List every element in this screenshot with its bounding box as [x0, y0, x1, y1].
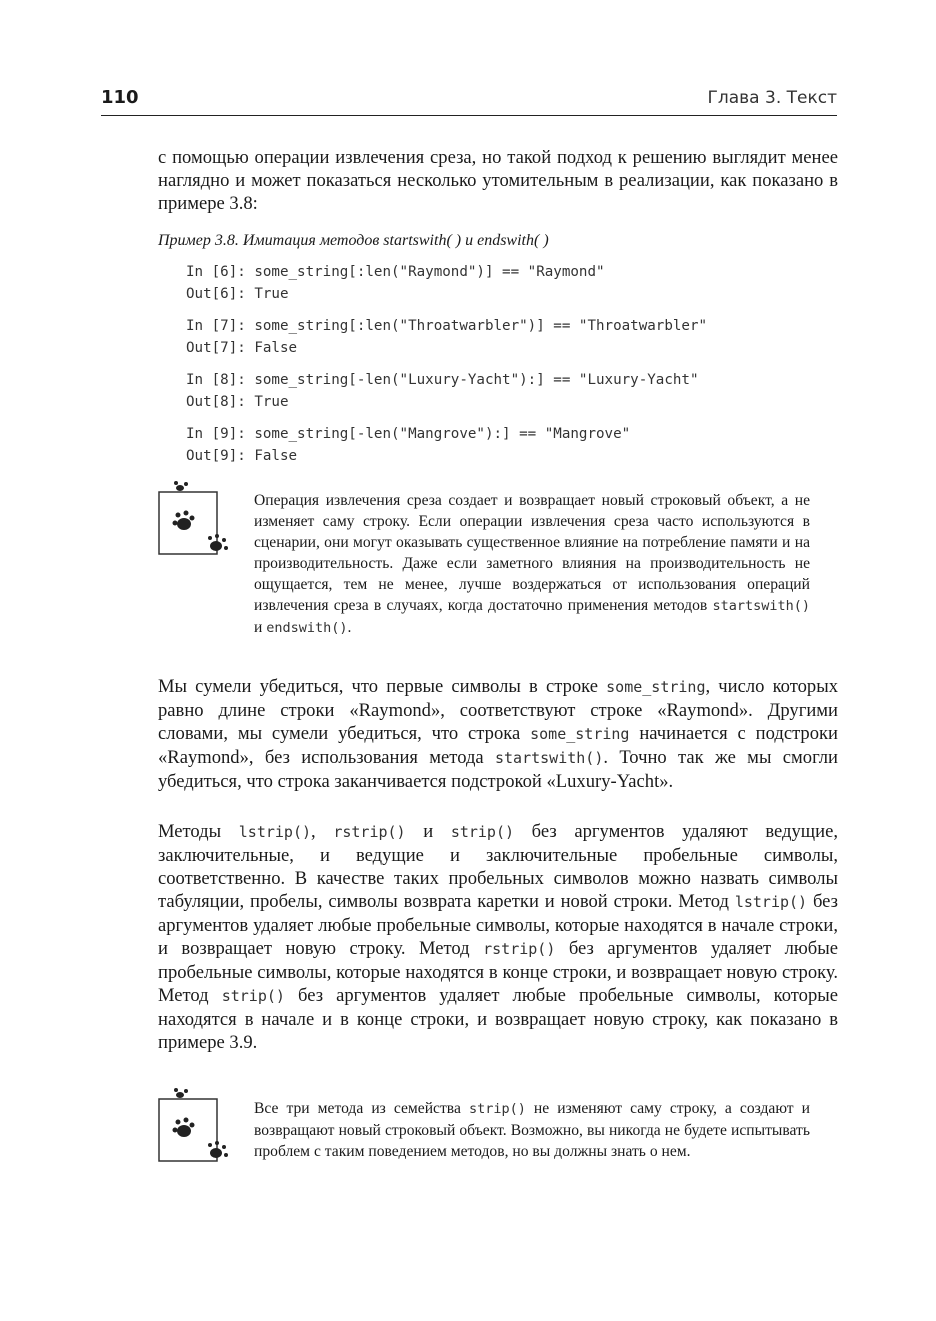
code-strip: strip() [468, 1101, 526, 1117]
paragraph-strip-methods [158, 820, 838, 1054]
note2-text-2: не изменяют саму строку, а создают и возвращают новый строковый объект. Возможно, вы никогда не будете испытывать проблем с таким поведением методов, но вы должны знать о нем. [254, 1100, 811, 1160]
example-caption: Пример 3.8. Имитация методов startswith( ) и endswith( ) [158, 232, 549, 249]
note-strip-new-object [254, 1098, 810, 1162]
para3-text-1: Методы [158, 821, 222, 842]
para3-text-and: и [423, 821, 434, 842]
para2-text-3: начинается с подстроки «Raymond», без использования метода [158, 723, 839, 768]
code-strip: strip() [221, 987, 285, 1005]
code-lstrip: lstrip() [734, 893, 808, 911]
code-startswith: startswith() [712, 598, 810, 614]
code-startswith: startswith() [495, 749, 604, 767]
note1-text: Операция извлечения среза создает и возвращает новый строковый объект, а не изменяет саму строку. Если операции извлечения среза часто используются в сценарии, они могут оказывать существенное влияние на потребление памяти и на производительность. Даже если заметного влияния на производительность не ощущается, тем не менее, лучше воздержаться от использования операций извлечения среза в случаях, когда достаточно применения методов [254, 492, 810, 614]
para2-text-2: , число которых равно длине строки «Raymond», соответствуют строке «Raymond». Другими словами, мы сумели убедиться, что строка [158, 676, 838, 744]
code-line-in-9: In [9]: some_string[-len("Mangrove"):] == "Mangrove" [186, 426, 631, 442]
intro-paragraph: с помощью операции извлечения среза, но такой подход к решению выглядит менее наглядно и может показаться несколько утомительным в реализации, как показано в примере 3.8: [158, 147, 838, 214]
note2-text-1: Все три метода из семейства [254, 1100, 461, 1117]
paw-prints-icon [158, 478, 238, 560]
code-rstrip: rstrip() [333, 823, 406, 841]
para3-text-2: без аргументов удаляют ведущие, заключительные, и ведущие и заключительные пробельные символы, соответственно. В качестве таких пробельных символов можно назвать символы табуляции, пробелы, символы возврата каретки и новой строки. Метод [158, 821, 838, 912]
code-some-string: some_string [530, 725, 630, 743]
code-lstrip: lstrip() [238, 823, 312, 841]
running-head: Глава 3. Текст [707, 88, 837, 108]
note1-text-end: . [347, 619, 352, 636]
para2-text-4: . Точно так же мы смогли убедиться, что строка заканчивается подстрокой «Luxury-Yacht». [158, 747, 838, 792]
note1-text-and: и [254, 619, 263, 636]
code-line-out-8: Out[8]: True [186, 393, 289, 410]
para2-text-1: Мы сумели убедиться, что первые символы в строке [158, 676, 598, 697]
page-header [101, 85, 837, 116]
code-rstrip: rstrip() [483, 940, 556, 958]
code-endswith: endswith() [266, 620, 348, 636]
code-line-in-8: In [8]: some_string[-len("Luxury-Yacht"):] == "Luxury-Yacht" [186, 372, 699, 388]
paw-prints-icon [158, 1085, 238, 1167]
code-some-string: some_string [606, 678, 706, 696]
code-strip: strip() [450, 823, 515, 841]
paragraph-raymond [158, 675, 838, 793]
code-line-out-7: Out[7]: False [186, 339, 298, 356]
para3-text-5: без аргументов удаляет любые пробельные символы, которые находятся в начале и в конце строки, и возвращает новую строку, как показано в примере 3.9. [158, 985, 839, 1053]
para3-comma: , [311, 821, 316, 842]
code-listing [186, 262, 826, 467]
code-line-out-9: Out[9]: False [186, 447, 298, 464]
page-number: 110 [101, 87, 139, 108]
code-line-in-7: In [7]: some_string[:len("Throatwarbler")] == "Throatwarbler" [186, 318, 708, 334]
para3-text-3: без аргументов удаляет любые пробельные символы, которые находятся в начале строки, и возвращает новую строку. Метод [158, 891, 839, 959]
note-slice-memory [254, 490, 810, 639]
para3-text-4: без аргументов удаляет любые пробельные символы, которые находятся в конце строки, и возвращает новую строку. Метод [158, 938, 838, 1006]
code-line-out-6: Out[6]: True [186, 285, 289, 302]
code-line-in-6: In [6]: some_string[:len("Raymond")] == "Raymond" [186, 264, 605, 280]
